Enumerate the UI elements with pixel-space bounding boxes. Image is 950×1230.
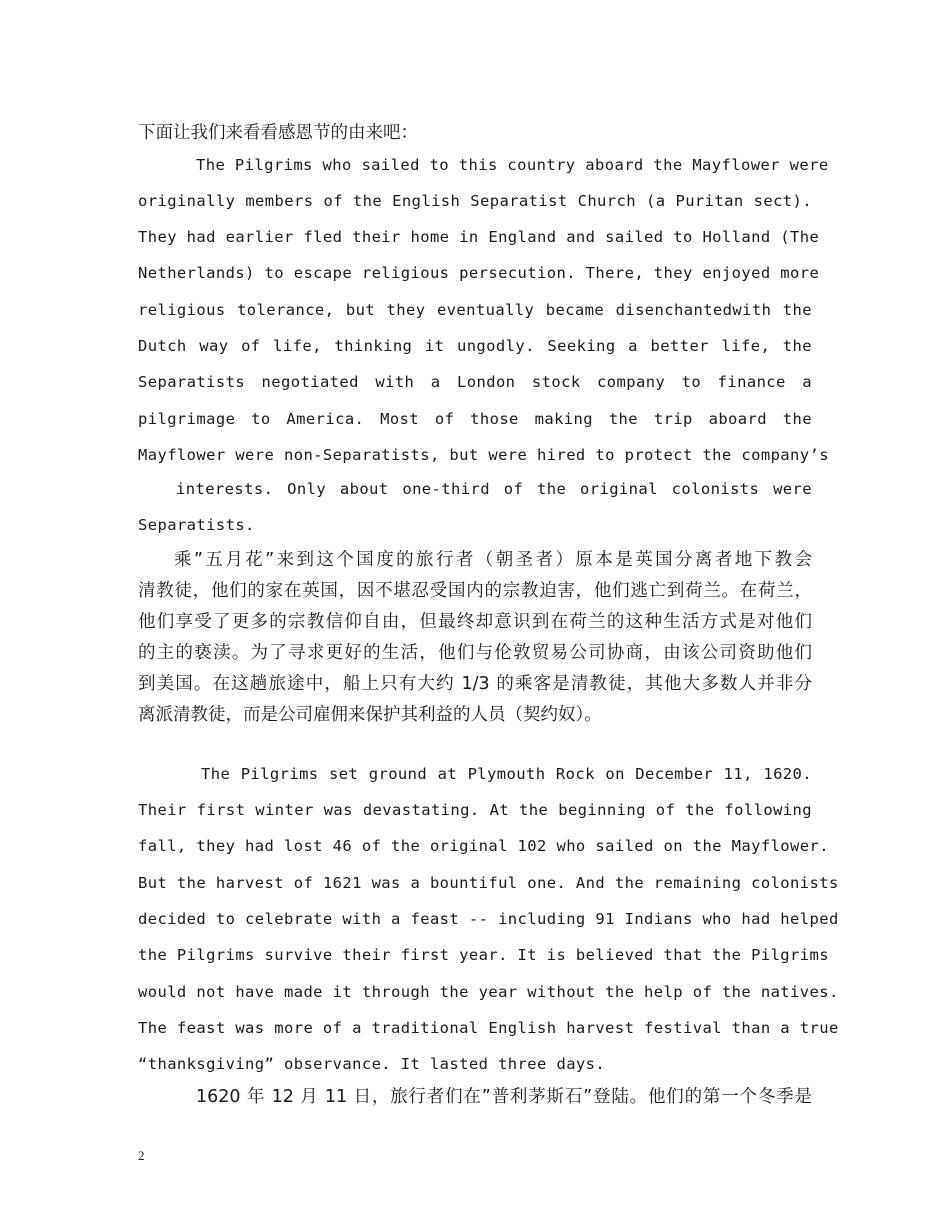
- paragraph-1-en-line: They had earlier fled their home in England and sailed to Holland (The: [138, 228, 820, 246]
- paragraph-1-zh-line: 清教徒，他们的家在英国，因不堪忍受国内的宗教迫害，他们逃亡到荷兰。在荷兰，: [138, 581, 812, 601]
- paragraph-1-en-line: Netherlands) to escape religious persecution. There, they enjoyed more: [138, 264, 820, 282]
- paragraph-1-zh-line: 离派清教徒，而是公司雇佣来保护其利益的人员（契约奴）。: [138, 705, 602, 725]
- paragraph-2-en-line: But the harvest of 1621 was a bountiful one. And the remaining colonists: [138, 874, 839, 892]
- paragraph-2-en-line: The Pilgrims set ground at Plymouth Rock on December 11, 1620.: [201, 765, 812, 783]
- paragraph-2-en-line: decided to celebrate with a feast -- including 91 Indians who had helped: [138, 910, 839, 928]
- intro-line: 下面让我们来看看感恩节的由来吧：: [138, 123, 418, 143]
- paragraph-1-zh-line: 的主的亵渎。为了寻求更好的生活，他们与伦敦贸易公司协商，由该公司资助他们: [138, 643, 812, 663]
- paragraph-1-en-line: interests. Only about one-third of the original colonists were: [176, 480, 812, 498]
- page-number: 2: [138, 1148, 145, 1163]
- paragraph-1-zh-line: 乘”五月花”来到这个国度的旅行者（朝圣者）原本是英国分离者地下教会: [174, 550, 812, 570]
- paragraph-1-en-line: The Pilgrims who sailed to this country aboard the Mayflower were: [196, 156, 829, 174]
- paragraph-2-zh-line: 1620 年 12 月 11 日，旅行者们在”普利茅斯石”登陆。他们的第一个冬季是: [196, 1087, 812, 1107]
- paragraph-2-en-line: Their first winter was devastating. At the beginning of the following: [138, 801, 812, 819]
- paragraph-1-en-line: originally members of the English Separatist Church (a Puritan sect).: [138, 192, 812, 210]
- paragraph-2-en-line: fall, they had lost 46 of the original 102 who sailed on the Mayflower.: [138, 837, 829, 855]
- paragraph-1-en-line: Separatists negotiated with a London stock company to finance a: [138, 373, 812, 391]
- paragraph-1-zh-line: 他们享受了更多的宗教信仰自由，但最终却意识到在荷兰的这种生活方式是对他们: [138, 612, 812, 632]
- paragraph-2-en-line: the Pilgrims survive their first year. It is believed that the Pilgrims: [138, 946, 829, 964]
- paragraph-1-zh-line: 到美国。在这趟旅途中，船上只有大约 1/3 的乘客是清教徒，其他大多数人并非分: [138, 674, 812, 694]
- paragraph-2-en-line: would not have made it through the year without the help of the natives.: [138, 983, 839, 1001]
- paragraph-2-en-line: The feast was more of a traditional English harvest festival than a true: [138, 1019, 839, 1037]
- paragraph-1-en-line: religious tolerance, but they eventually became disenchantedwith the: [138, 301, 812, 319]
- paragraph-1-en-line: Mayflower were non-Separatists, but were hired to protect the company’s: [138, 446, 829, 464]
- paragraph-1-en-line: Separatists.: [138, 516, 255, 534]
- paragraph-1-en-line: pilgrimage to America. Most of those making the trip aboard the: [138, 410, 812, 428]
- paragraph-2-en-line: “thanksgiving” observance. It lasted three days.: [138, 1055, 606, 1073]
- paragraph-1-en-line: Dutch way of life, thinking it ungodly. Seeking a better life, the: [138, 337, 812, 355]
